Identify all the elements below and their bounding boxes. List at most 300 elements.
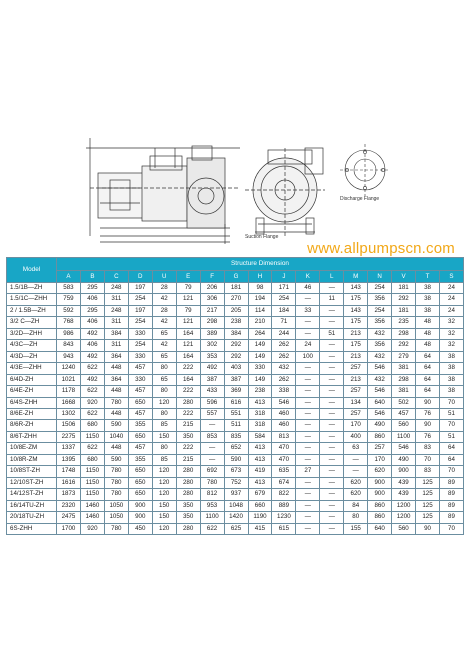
dimension-cell: — [296, 397, 320, 408]
dimension-cell: 295 [80, 305, 104, 316]
dimension-cell: — [296, 294, 320, 305]
dimension-cell: 257 [344, 386, 368, 397]
dimension-cell: 213 [344, 328, 368, 339]
table-row [7, 374, 464, 385]
dimension-cell: 64 [416, 386, 440, 397]
dimension-cell: — [296, 489, 320, 500]
column-header-m: M [344, 271, 368, 283]
model-cell: 2 / 1.5B—ZH [7, 305, 57, 316]
dimension-cell: 149 [248, 340, 272, 351]
dimension-cell: 150 [152, 431, 176, 442]
dimension-cell: 439 [392, 489, 416, 500]
dimension-cell: 353 [200, 351, 224, 362]
dimension-cell: 114 [248, 305, 272, 316]
dimension-cell: 280 [176, 523, 200, 534]
dimension-cell: 674 [272, 477, 296, 488]
model-cell: 6/4E-ZH [7, 386, 57, 397]
dimension-cell: 79 [176, 283, 200, 294]
dimension-cell: 79 [176, 305, 200, 316]
dimension-cell: 90 [416, 397, 440, 408]
column-header-k: K [296, 271, 320, 283]
dimension-cell: 387 [200, 374, 224, 385]
dimension-cell: 835 [224, 431, 248, 442]
dimension-cell: 42 [152, 340, 176, 351]
dimension-cell: 920 [80, 523, 104, 534]
dimension-cell: — [296, 454, 320, 465]
dimension-cell: 80 [152, 408, 176, 419]
dimension-cell: 1460 [80, 512, 104, 523]
dimension-cell: 652 [224, 443, 248, 454]
model-cell: 4/3E—ZHH [7, 363, 57, 374]
dimension-cell: 254 [128, 317, 152, 328]
model-cell: 6/4D-ZH [7, 374, 57, 385]
dimension-cell: 620 [344, 477, 368, 488]
table-row [7, 317, 464, 328]
dimension-cell: 33 [296, 305, 320, 316]
dimension-cell: 511 [224, 420, 248, 431]
table-row [7, 523, 464, 534]
table-row [7, 305, 464, 316]
dimension-cell: 120 [152, 397, 176, 408]
table-row [7, 477, 464, 488]
dimension-cell: 121 [176, 317, 200, 328]
dimension-cell: 48 [416, 328, 440, 339]
dimension-cell: 1040 [104, 431, 128, 442]
model-cell: 3/2D—ZHH [7, 328, 57, 339]
dimension-cell: — [320, 340, 344, 351]
dimension-cell: 490 [368, 420, 392, 431]
dimension-cell: 125 [416, 500, 440, 511]
dimension-table [6, 257, 464, 535]
dimension-cell: 2275 [57, 431, 81, 442]
table-row [7, 512, 464, 523]
dimension-cell: 143 [344, 305, 368, 316]
dimension-cell: 181 [224, 283, 248, 294]
model-cell: 20/18TU-ZH [7, 512, 57, 523]
dimension-cell: 181 [392, 305, 416, 316]
model-cell: 8/6T-ZHH [7, 431, 57, 442]
dimension-cell: 1420 [224, 512, 248, 523]
dimension-cell: 38 [416, 283, 440, 294]
dimension-table-wrapper [6, 257, 464, 535]
table-row [7, 408, 464, 419]
dimension-cell: 419 [248, 466, 272, 477]
dimension-cell: 433 [200, 386, 224, 397]
dimension-cell: 38 [416, 305, 440, 316]
table-row [7, 397, 464, 408]
dimension-cell: 650 [128, 489, 152, 500]
dimension-cell: 1700 [57, 523, 81, 534]
dimension-cell: 1178 [57, 386, 81, 397]
dimension-cell: 71 [272, 317, 296, 328]
dimension-cell: 622 [80, 408, 104, 419]
dimension-cell: 650 [128, 397, 152, 408]
dimension-cell: 432 [368, 351, 392, 362]
dimension-cell: 492 [200, 363, 224, 374]
dimension-cell: — [320, 523, 344, 534]
dimension-cell: 311 [104, 294, 128, 305]
dimension-cell: 590 [104, 454, 128, 465]
dimension-cell: 780 [104, 477, 128, 488]
dimension-cell: 85 [152, 420, 176, 431]
model-cell: 10/8R-ZM [7, 454, 57, 465]
dimension-cell: 330 [248, 363, 272, 374]
dimension-cell: 76 [416, 431, 440, 442]
dimension-cell: 64 [416, 351, 440, 362]
dimension-cell: 257 [368, 443, 392, 454]
model-cell: 8/6R-ZH [7, 420, 57, 431]
model-cell: 10/8ST-ZH [7, 466, 57, 477]
dimension-cell: 175 [344, 294, 368, 305]
dimension-cell: — [296, 408, 320, 419]
dimension-cell: 780 [104, 466, 128, 477]
dimension-cell: 1150 [80, 466, 104, 477]
dimension-cell: 70 [440, 420, 464, 431]
dimension-cell: 1190 [248, 512, 272, 523]
dimension-cell: 24 [440, 283, 464, 294]
dimension-cell: 38 [440, 363, 464, 374]
dimension-cell: 415 [248, 523, 272, 534]
dimension-cell: 298 [200, 317, 224, 328]
dimension-cell: 311 [104, 340, 128, 351]
pump-side-view [86, 138, 240, 244]
dimension-cell: 125 [416, 512, 440, 523]
dimension-cell: 143 [344, 283, 368, 294]
dimension-cell: 254 [368, 283, 392, 294]
dimension-cell: 1230 [272, 512, 296, 523]
dimension-cell: 381 [392, 386, 416, 397]
dimension-cell: 235 [392, 317, 416, 328]
dimension-cell: 210 [248, 317, 272, 328]
model-cell: 6/4S-ZHH [7, 397, 57, 408]
dimension-cell: 48 [416, 317, 440, 328]
dimension-cell: 350 [176, 500, 200, 511]
dimension-cell: — [320, 431, 344, 442]
dimension-cell: 400 [344, 431, 368, 442]
dimension-cell: 38 [440, 351, 464, 362]
table-row [7, 420, 464, 431]
dimension-cell: 63 [344, 443, 368, 454]
dimension-cell: 1150 [80, 477, 104, 488]
dimension-cell: 1873 [57, 489, 81, 500]
dimension-cell: 413 [248, 443, 272, 454]
table-row [7, 294, 464, 305]
dimension-cell: 546 [392, 443, 416, 454]
model-cell: 6S-ZHH [7, 523, 57, 534]
dimension-cell: 262 [272, 351, 296, 362]
dimension-cell: 51 [320, 328, 344, 339]
column-header-t: T [416, 271, 440, 283]
dimension-cell: 280 [176, 477, 200, 488]
dimension-cell: 292 [392, 340, 416, 351]
dimension-cell: 197 [128, 305, 152, 316]
dimension-cell: 80 [152, 443, 176, 454]
dimension-cell: 502 [392, 397, 416, 408]
dimension-cell: 121 [176, 294, 200, 305]
table-row [7, 351, 464, 362]
dimension-cell: 1050 [104, 512, 128, 523]
dimension-cell: 457 [128, 443, 152, 454]
dimension-cell: 330 [128, 374, 152, 385]
dimension-cell: 406 [80, 294, 104, 305]
dimension-cell: 42 [152, 294, 176, 305]
dimension-cell: 900 [128, 500, 152, 511]
table-body [7, 283, 464, 535]
dimension-cell: 213 [344, 351, 368, 362]
dimension-cell: 1668 [57, 397, 81, 408]
dimension-cell: 900 [392, 466, 416, 477]
dimension-cell: 406 [80, 340, 104, 351]
dimension-cell: 1395 [57, 454, 81, 465]
dimension-cell: 306 [200, 294, 224, 305]
dimension-cell: 42 [152, 317, 176, 328]
dimension-cell: — [296, 386, 320, 397]
dimension-cell: — [320, 397, 344, 408]
dimension-cell: 780 [104, 523, 128, 534]
structure-dimension-header: Structure Dimension [57, 258, 464, 271]
dimension-cell: 1337 [57, 443, 81, 454]
dimension-cell: 752 [224, 477, 248, 488]
dimension-cell: 65 [152, 374, 176, 385]
dimension-cell: 89 [440, 477, 464, 488]
dimension-cell: 80 [152, 363, 176, 374]
column-header-g: G [224, 271, 248, 283]
dimension-cell: 457 [128, 363, 152, 374]
dimension-cell: 254 [128, 340, 152, 351]
column-header-d: D [128, 271, 152, 283]
dimension-cell: 1048 [224, 500, 248, 511]
dimension-cell: 64 [440, 454, 464, 465]
dimension-cell: 222 [176, 363, 200, 374]
dimension-cell: 338 [272, 386, 296, 397]
model-cell: 3/2 C—ZH [7, 317, 57, 328]
dimension-cell: 120 [152, 489, 176, 500]
dimension-cell: 150 [152, 500, 176, 511]
dimension-cell: 1100 [200, 512, 224, 523]
dimension-cell: — [320, 305, 344, 316]
dimension-cell: 76 [416, 408, 440, 419]
dimension-cell: 986 [57, 328, 81, 339]
model-cell: 4/3D—ZH [7, 351, 57, 362]
dimension-cell: 560 [392, 420, 416, 431]
dimension-cell: 640 [368, 397, 392, 408]
dimension-cell: 298 [392, 328, 416, 339]
dimension-cell: 2320 [57, 500, 81, 511]
dimension-cell: — [200, 443, 224, 454]
dimension-cell: 120 [152, 523, 176, 534]
table-row [7, 454, 464, 465]
dimension-cell: 679 [248, 489, 272, 500]
dimension-cell: 254 [368, 305, 392, 316]
model-cell: 8/6E-ZH [7, 408, 57, 419]
dimension-cell: 51 [440, 431, 464, 442]
dimension-cell: — [296, 512, 320, 523]
dimension-cell: — [296, 500, 320, 511]
website-watermark: www.allpumpscn.com [307, 240, 455, 257]
column-header-s: S [440, 271, 464, 283]
dimension-cell: 149 [248, 351, 272, 362]
dimension-cell: 70 [440, 523, 464, 534]
dimension-cell: 616 [224, 397, 248, 408]
dimension-cell: 406 [80, 317, 104, 328]
dimension-cell: 65 [152, 351, 176, 362]
column-header-u: U [152, 271, 176, 283]
dimension-cell: 164 [176, 351, 200, 362]
dimension-cell: 100 [296, 351, 320, 362]
dimension-cell: 171 [272, 283, 296, 294]
dimension-cell: 943 [57, 351, 81, 362]
dimension-cell: 460 [272, 408, 296, 419]
dimension-cell: 592 [57, 305, 81, 316]
dimension-cell: 238 [224, 317, 248, 328]
dimension-cell: 470 [272, 443, 296, 454]
discharge-flange-view [340, 144, 390, 196]
table-row [7, 443, 464, 454]
dimension-cell: 238 [248, 386, 272, 397]
dimension-cell: 194 [248, 294, 272, 305]
dimension-cell: 822 [272, 489, 296, 500]
dimension-cell: 1240 [57, 363, 81, 374]
dimension-cell: 46 [296, 283, 320, 294]
dimension-cell: 222 [176, 443, 200, 454]
table-row [7, 500, 464, 511]
dimension-cell: 215 [176, 420, 200, 431]
model-cell: 12/10ST-ZH [7, 477, 57, 488]
table-row [7, 489, 464, 500]
dimension-cell: 70 [416, 454, 440, 465]
model-header: Model [7, 258, 57, 283]
column-header-b: B [80, 271, 104, 283]
dimension-cell: 622 [80, 443, 104, 454]
model-cell: 4/3C—ZH [7, 340, 57, 351]
dimension-cell: 492 [80, 374, 104, 385]
dimension-cell: 32 [440, 317, 464, 328]
dimension-cell: — [296, 477, 320, 488]
pump-front-view [245, 148, 325, 238]
dimension-cell: 900 [128, 512, 152, 523]
dimension-cell: 403 [224, 363, 248, 374]
dimension-cell: 813 [272, 431, 296, 442]
dimension-cell: 413 [248, 397, 272, 408]
dimension-cell: 164 [176, 328, 200, 339]
dimension-cell: — [320, 317, 344, 328]
dimension-cell: 48 [416, 340, 440, 351]
dimension-cell: — [320, 477, 344, 488]
dimension-cell: 860 [368, 512, 392, 523]
dimension-cell: 170 [344, 420, 368, 431]
dimension-cell: 254 [272, 294, 296, 305]
dimension-cell: 1460 [80, 500, 104, 511]
dimension-cell: 356 [368, 294, 392, 305]
dimension-cell: 364 [104, 351, 128, 362]
column-header-h: H [248, 271, 272, 283]
column-header-v: V [392, 271, 416, 283]
dimension-cell: 350 [176, 512, 200, 523]
dimension-cell: 622 [200, 523, 224, 534]
dimension-cell: 89 [440, 500, 464, 511]
dimension-cell: — [200, 454, 224, 465]
dimension-cell: 920 [80, 397, 104, 408]
dimension-cell: — [320, 420, 344, 431]
dimension-cell: 83 [416, 466, 440, 477]
dimension-cell: 812 [200, 489, 224, 500]
dimension-cell: 560 [392, 523, 416, 534]
dimension-cell: 356 [368, 340, 392, 351]
dimension-cell: 937 [224, 489, 248, 500]
dimension-cell: 622 [80, 363, 104, 374]
dimension-cell: 457 [128, 408, 152, 419]
dimension-cell: 490 [392, 454, 416, 465]
dimension-cell: 295 [80, 283, 104, 294]
dimension-cell: — [320, 374, 344, 385]
dimension-cell: 311 [104, 317, 128, 328]
dimension-cell: 384 [104, 328, 128, 339]
dimension-cell: 222 [176, 386, 200, 397]
dimension-cell: 596 [200, 397, 224, 408]
dimension-cell: 448 [104, 408, 128, 419]
dimension-cell: 11 [320, 294, 344, 305]
dimension-cell: — [296, 431, 320, 442]
table-row [7, 283, 464, 294]
model-cell: 16/14TU-ZH [7, 500, 57, 511]
dimension-cell: 80 [152, 386, 176, 397]
dimension-cell: — [320, 363, 344, 374]
dimension-cell: 381 [392, 363, 416, 374]
dimension-cell: 492 [80, 351, 104, 362]
dimension-cell: 768 [57, 317, 81, 328]
dimension-cell: — [344, 466, 368, 477]
column-header-e: E [176, 271, 200, 283]
dimension-cell: — [296, 523, 320, 534]
dimension-cell: — [320, 351, 344, 362]
table-row [7, 431, 464, 442]
dimension-cell: 28 [152, 283, 176, 294]
column-header-a: A [57, 271, 81, 283]
dimension-cell: 557 [200, 408, 224, 419]
dimension-cell: 355 [128, 454, 152, 465]
dimension-cell: 65 [152, 328, 176, 339]
dimension-cell: 583 [57, 283, 81, 294]
dimension-cell: 64 [440, 443, 464, 454]
dimension-cell: 860 [368, 500, 392, 511]
dimension-cell: 270 [224, 294, 248, 305]
dimension-cell: 257 [344, 363, 368, 374]
dimension-cell: 1050 [104, 500, 128, 511]
dimension-cell: 590 [224, 454, 248, 465]
dimension-cell: — [320, 283, 344, 294]
dimension-cell: 615 [272, 523, 296, 534]
dimension-cell: 213 [344, 374, 368, 385]
dimension-cell: 150 [152, 512, 176, 523]
dimension-cell: 280 [176, 466, 200, 477]
dimension-cell: 279 [392, 351, 416, 362]
dimension-cell: 432 [368, 374, 392, 385]
dimension-cell: 292 [224, 340, 248, 351]
dimension-cell: 302 [200, 340, 224, 351]
dimension-cell: 364 [104, 374, 128, 385]
dimension-cell: 1616 [57, 477, 81, 488]
dimension-cell: 680 [80, 420, 104, 431]
dimension-cell: 24 [296, 340, 320, 351]
dimension-cell: 692 [200, 466, 224, 477]
dimension-cell: 780 [200, 477, 224, 488]
dimension-cell: 64 [416, 374, 440, 385]
dimension-cell: 318 [248, 420, 272, 431]
dimension-cell: 457 [128, 386, 152, 397]
dimension-cell: 551 [224, 408, 248, 419]
column-header-n: N [368, 271, 392, 283]
dimension-cell: 32 [440, 328, 464, 339]
